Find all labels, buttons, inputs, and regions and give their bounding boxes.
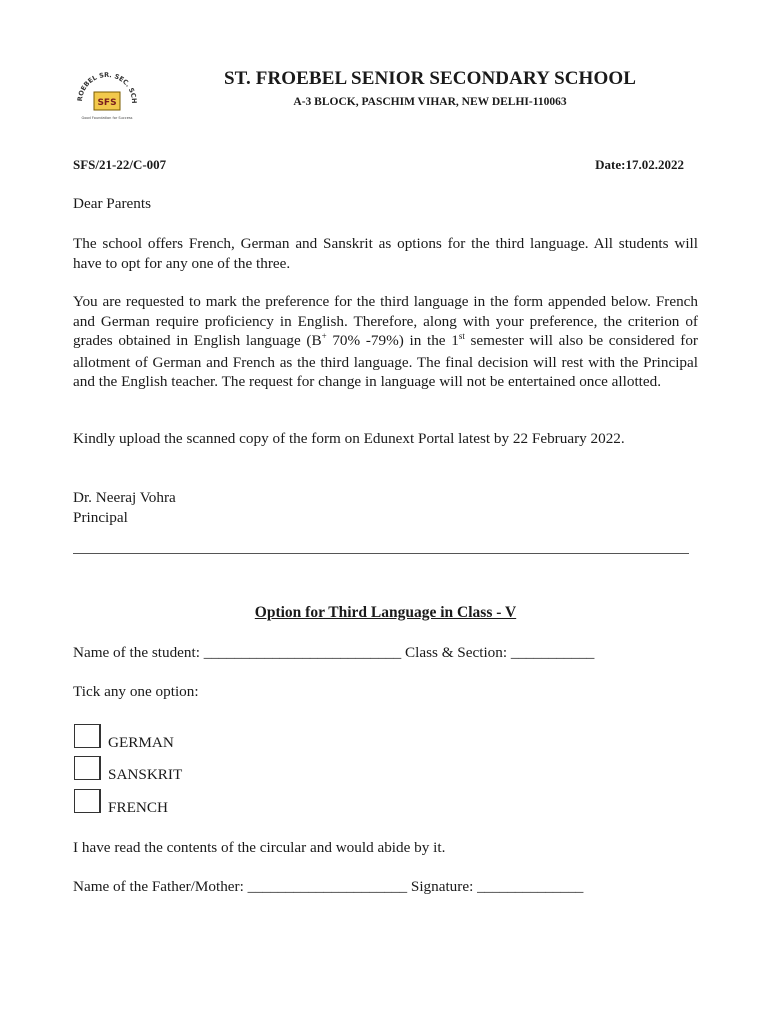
declaration-text: I have read the contents of the circular and would abide by it.: [73, 839, 446, 856]
french-checkbox[interactable]: [74, 789, 101, 813]
circular-reference: SFS/21-22/C-007: [73, 157, 167, 172]
school-logo: [72, 64, 142, 124]
salutation-text: Dear Parents: [73, 195, 152, 212]
parent-signature-line: Name of the Father/Mother: _____________________ Signature: ______________: [73, 878, 584, 895]
ordinal-superscript: st: [458, 331, 465, 342]
paragraph-preference-part2: 70% -79%) in the 1: [326, 332, 459, 350]
student-details-line: Name of the student: __________________________ Class & Section: ___________: [73, 644, 595, 661]
school-logo-emblem: [72, 64, 142, 124]
signatory-title: Principal: [73, 508, 128, 526]
school-address: A-3 BLOCK, PASCHIM VIHAR, NEW DELHI-110063: [293, 96, 567, 108]
school-name: ST. FROEBEL SENIOR SECONDARY SCHOOL: [224, 68, 636, 89]
paragraph-preference-part3: semester will also be considered for allotment of German and French as the third language. The final decision will rest with the Principal and the English teacher. The request for change in language will not be entertained once allotted.: [73, 332, 698, 391]
paragraph-upload: [73, 429, 698, 449]
german-checkbox[interactable]: [74, 724, 101, 748]
paragraph-upload-text: Kindly upload the scanned copy of the form on Edunext Portal latest by 22 February 2022.: [73, 430, 625, 447]
tick-instruction: Tick any one option:: [73, 683, 199, 700]
paragraph-options-text: The school offers French, German and Sanskrit as options for the third language. All students will have to opt for any one of the three.: [73, 235, 698, 272]
logo-arc-text: ROEBEL SR. SEC. SCH: [75, 70, 139, 104]
french-label: FRENCH: [108, 799, 168, 816]
circular-date: Date:17.02.2022: [595, 157, 684, 172]
tear-off-divider: [73, 553, 689, 554]
german-label: GERMAN: [108, 734, 174, 751]
paragraph-options: [73, 234, 698, 273]
paragraph-preference-part1: You are requested to mark the preference for the third language in the form appended below. French and German require proficiency in English. Therefore, along with your preference, the criterion of grades obtained in English language (B: [73, 293, 698, 350]
paragraph-preference: [73, 292, 698, 392]
signatory: [73, 488, 698, 527]
sanskrit-checkbox[interactable]: [74, 756, 101, 780]
form-title: Option for Third Language in Class - V: [254, 604, 517, 621]
signatory-name: Dr. Neeraj Vohra: [73, 489, 176, 506]
logo-initials: SFS: [97, 98, 117, 108]
salutation: [73, 194, 698, 214]
grade-plus-superscript: +: [321, 331, 327, 342]
sanskrit-label: SANSKRIT: [108, 766, 183, 783]
logo-motto: Good Foundation for Success: [81, 116, 133, 120]
